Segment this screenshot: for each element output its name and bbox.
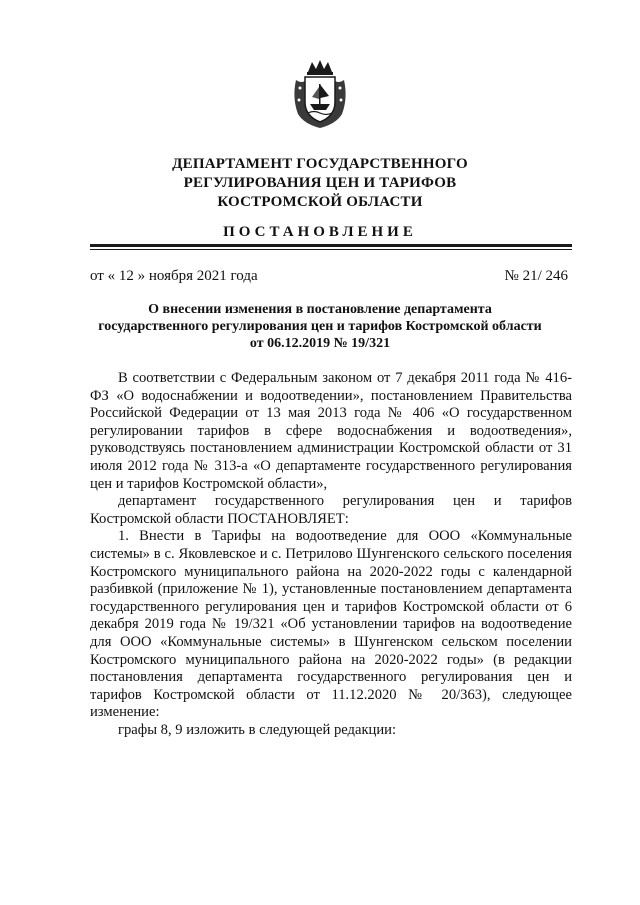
- department-line: РЕГУЛИРОВАНИЯ ЦЕН И ТАРИФОВ: [183, 175, 457, 191]
- department-line: КОСТРОМСКОЙ ОБЛАСТИ: [217, 194, 423, 210]
- title-line: государственного регулирования цен и тарифов Костромской области: [98, 319, 542, 334]
- document-body: [90, 370, 572, 739]
- title-line: от 06.12.2019 № 19/321: [249, 336, 391, 351]
- document-title: [60, 301, 580, 352]
- department-line: ДЕПАРТАМЕНТ ГОСУДАРСТВЕННОГО: [172, 156, 468, 172]
- title-line: О внесении изменения в постановление департамента: [148, 302, 492, 317]
- body-paragraph: графы 8, 9 изложить в следующей редакции:: [118, 721, 397, 738]
- header-divider-thin: [90, 249, 572, 250]
- coat-of-arms-icon: [290, 58, 350, 130]
- body-paragraph: департамент государственного регулирования цен и тарифов Костромской области ПОСТАНОВЛЯЕТ:: [90, 493, 572, 527]
- document-number: № 21/ 246: [504, 268, 568, 284]
- document-type: ПОСТАНОВЛЕНИЕ: [223, 224, 417, 240]
- body-paragraph: В соответствии с Федеральным законом от 7 декабря 2011 года № 416-ФЗ «О водоснабжении и водоотведении», постановлением Правительства Российской Федерации от 13 мая 2013 года № 406 «О государственном регулировании тарифов в сфере водоснабжения и водоотведения», руководствуясь постановлением администрации Костромской области от 31 июля 2012 года № 313-а «О департаменте государственного регулирования цен и тарифов Костромской области»,: [90, 370, 572, 492]
- document-date: от « 12 » ноября 2021 года: [90, 268, 258, 284]
- department-name: [60, 155, 580, 212]
- header-divider: [90, 244, 572, 247]
- body-paragraph: 1. Внести в Тарифы на водоотведение для ООО «Коммунальные системы» в с. Яковлевское и с. Петрилово Шунгенского сельского поселения Костромского муниципального района на 2020-2022 годы с календарной разбивкой (приложение № 1), установленные постановлением департамента государственного регулирования цен и тарифов Костромской области от 6 декабря 2019 года № 19/321 «Об установлении тарифов на водоотведение для ООО «Коммунальные системы» в Шунгенском сельском поселении Костромского муниципального района на 2020-2022 годы» (в редакции постановления департамента государственного регулирования цен и тарифов Костромской области от 11.12.2020 № 20/363), следующее изменение:: [90, 528, 572, 721]
